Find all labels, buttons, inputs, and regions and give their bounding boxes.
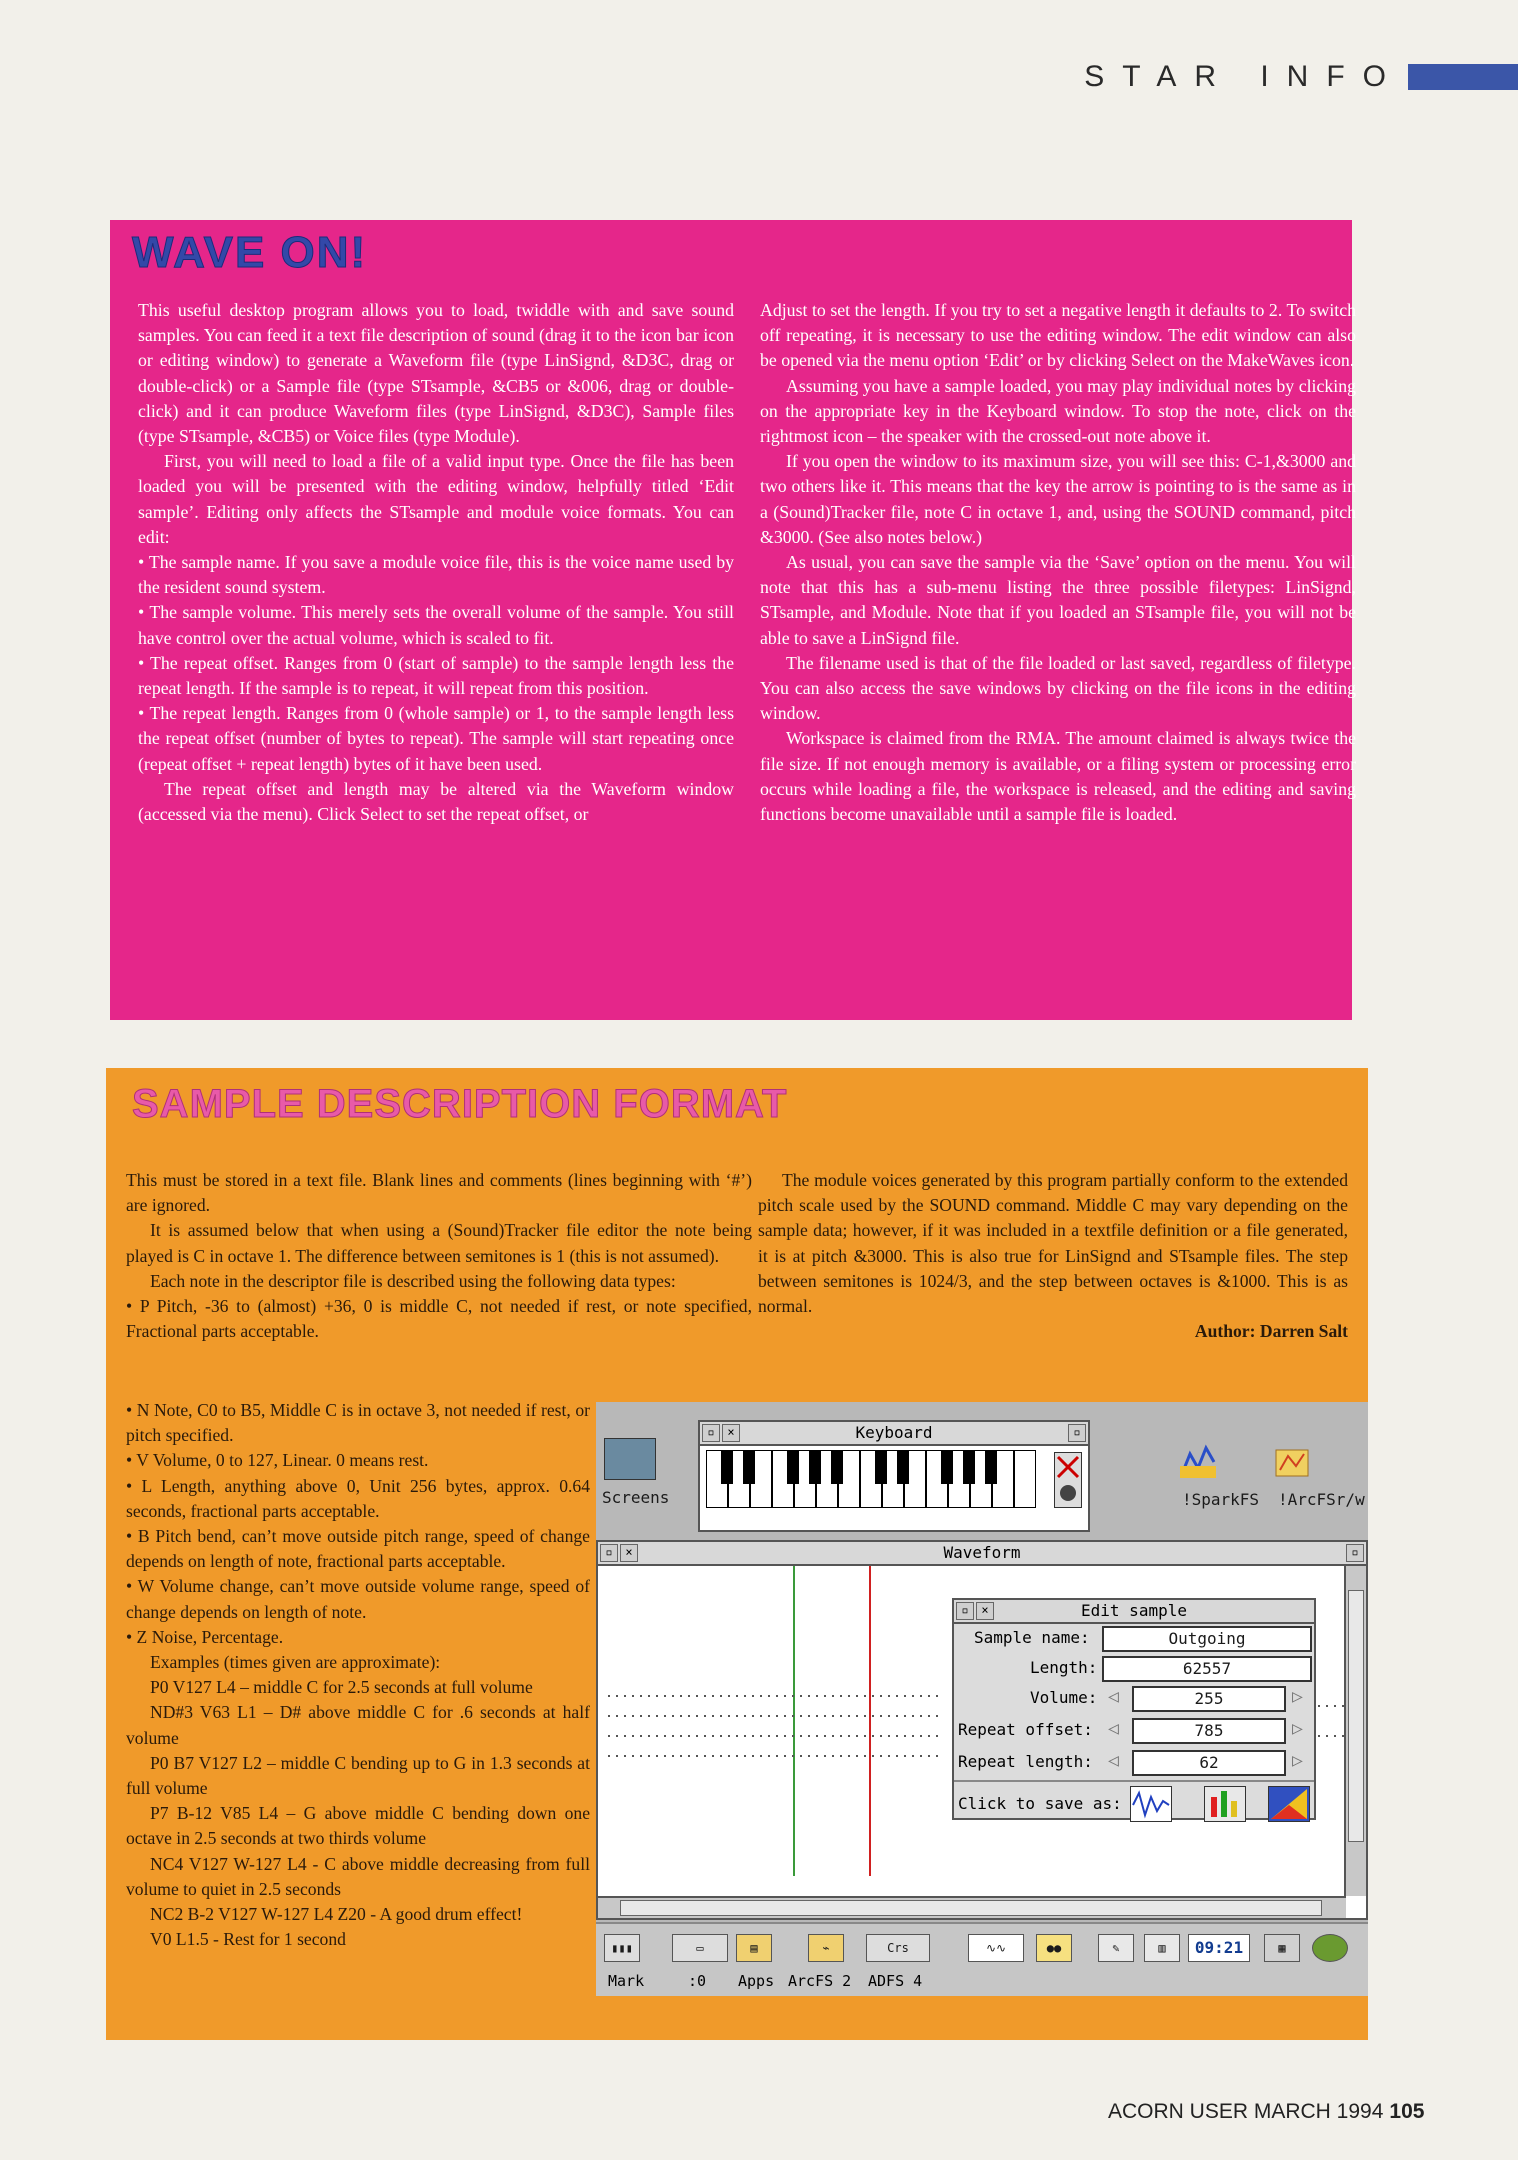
paragraph: First, you will need to load a file of a valid input type. Once the file has been loaded you will be presented with the editing window, helpfully titled ‘Edit sample’. Editing only affects the STsample and module voice formats. You can edit: xyxy=(138,451,734,547)
save-as-label: Click to save as: xyxy=(958,1794,1122,1813)
crs-label: Crs xyxy=(887,1941,909,1955)
length-field: 62557 xyxy=(1102,1656,1312,1682)
volume-field[interactable]: 255 xyxy=(1132,1686,1286,1712)
stsample-file-icon[interactable] xyxy=(1204,1786,1246,1822)
apps-label: Apps xyxy=(738,1972,775,1990)
paragraph: • The sample volume. This merely sets the overall volume of the sample. You still have control over the actual volume, which is scaled to fit. xyxy=(138,602,734,648)
paragraph: • The repeat length. Ranges from 0 (whole sample) or 1, to the sample length less the repeat offset (number of bytes to repeat). The sample will start repeating once (repeat offset + repeat length) bytes of it have been used. xyxy=(138,703,734,774)
back-icon[interactable]: ▫ xyxy=(600,1544,618,1562)
piano-black-key[interactable] xyxy=(963,1450,975,1484)
section-label: STAR INFO xyxy=(1084,60,1404,93)
mark-label: Mark xyxy=(608,1972,645,1990)
horizontal-scrollbar[interactable] xyxy=(598,1896,1346,1918)
paragraph: This useful desktop program allows you to load, twiddle with and save sound samples. You can feed it a text file description of sound (drag it to the icon bar icon or editing window) to generate a Waveform file (type LinSignd, &D3C, drag or double-click) or a Sample file (type STsample, &CB5 or &006, drag or double-click) and it can produce Waveform files (type LinSignd, &D3C), Sample files (type STsample, &CB5) or Voice files (type Module). xyxy=(138,300,734,447)
makewaves-icon[interactable]: ∿∿ xyxy=(968,1934,1024,1962)
edit-icon[interactable]: ✎ xyxy=(1098,1934,1134,1962)
paragraph: • B Pitch bend, can’t move outside pitch range, speed of change depends on length of note, fractional parts acceptable. xyxy=(126,1526,590,1572)
paragraph: • The repeat offset. Ranges from 0 (start of sample) to the sample length less the repeat length. If the sample is to repeat, it will repeat from this position. xyxy=(138,652,734,699)
paragraph: The module voices generated by this program partially conform to the extended pitch scale used by the SOUND command. Middle C may vary depending on the sample data; however, if it was included in a textfile definition or a file generated, it is at pitch &3000. This is also true for LinSignd and STsample files. The step between semitones is 1024/3, and the step between octaves is &1000. This is as normal. xyxy=(758,1170,1348,1317)
toggle-size-icon[interactable]: ▫ xyxy=(1068,1424,1086,1442)
arcfs-iconbar-icon[interactable]: ⌁ xyxy=(808,1934,844,1962)
paragraph: This must be stored in a text file. Blank lines and comments (lines beginning with ‘#’) are ignored. xyxy=(126,1170,752,1216)
section-accent-bar xyxy=(1408,64,1518,90)
wave-on-box xyxy=(110,220,1356,1020)
piano-black-key[interactable] xyxy=(985,1450,997,1484)
sample-format-title: SAMPLE DESCRIPTION FORMAT xyxy=(132,1082,788,1126)
keyboard-titlebar[interactable] xyxy=(700,1422,1088,1446)
paragraph: The repeat offset and length may be altered via the Waveform window (accessed via the menu). Click Select to set the repeat offset, or xyxy=(138,778,734,825)
back-icon[interactable]: ▫ xyxy=(702,1424,720,1442)
repeat-length-field[interactable]: 62 xyxy=(1132,1750,1286,1776)
piano-black-key[interactable] xyxy=(809,1450,821,1484)
linsignd-file-icon[interactable] xyxy=(1130,1786,1172,1822)
sample-left-top-column xyxy=(126,1168,752,1344)
piano-black-key[interactable] xyxy=(831,1450,843,1484)
length-label: Length: xyxy=(1030,1658,1098,1677)
paragraph: NC4 V127 W-127 L4 - C above middle decreasing from full volume to quiet in 2.5 seconds xyxy=(126,1853,590,1899)
acorn-icon[interactable] xyxy=(1312,1934,1348,1962)
apps-icon[interactable]: ▤ xyxy=(736,1934,772,1962)
close-icon[interactable]: × xyxy=(976,1602,994,1620)
piano-keys[interactable] xyxy=(706,1450,1036,1508)
keyboard-window[interactable] xyxy=(698,1420,1090,1532)
magazine-issue: ACORN USER MARCH 1994 xyxy=(1108,2100,1384,2123)
author-credit: Author: Darren Salt xyxy=(1194,1321,1348,1342)
sample-name-label: Sample name: xyxy=(974,1628,1090,1647)
paragraph: • W Volume change, can’t move outside volume range, speed of change depends on length of note. xyxy=(126,1576,590,1622)
paragraph: • The sample name. If you save a module voice file, this is the voice name used by the resident sound system. xyxy=(138,552,734,598)
waveform-titlebar[interactable] xyxy=(598,1542,1366,1566)
piano-black-key[interactable] xyxy=(897,1450,909,1484)
piano-white-key[interactable] xyxy=(1014,1450,1036,1508)
edit-sample-window[interactable] xyxy=(952,1598,1316,1820)
back-icon[interactable]: ▫ xyxy=(956,1602,974,1620)
paragraph: Examples (times given are approximate): xyxy=(150,1652,441,1673)
paragraph: Assuming you have a sample loaded, you may play individual notes by clicking on the appropriate key in the Keyboard window. To stop the note, click on the rightmost icon – the speaker with the crossed-out note above it. xyxy=(760,375,1356,447)
replen-decrease-arrow[interactable]: ◁ xyxy=(1108,1750,1119,1771)
paragraph: • P Pitch, -36 to (almost) +36, 0 is middle C, not needed if rest, or note specified, Fractional parts acceptable. xyxy=(126,1296,752,1342)
piano-black-key[interactable] xyxy=(941,1450,953,1484)
sample-right-column xyxy=(758,1168,1348,1344)
paragraph: • N Note, C0 to B5, Middle C is in octave 3, not needed if rest, or pitch specified. xyxy=(126,1400,590,1446)
paragraph: • Z Noise, Percentage. xyxy=(126,1626,284,1647)
module-file-icon[interactable] xyxy=(1268,1786,1310,1822)
screens-icon[interactable] xyxy=(604,1438,656,1480)
volume-label: Volume: xyxy=(1030,1688,1098,1707)
wave-on-title: WAVE ON! xyxy=(132,228,368,277)
vertical-scroll-thumb[interactable] xyxy=(1348,1590,1364,1842)
piano-black-key[interactable] xyxy=(743,1450,755,1484)
wave-right-column xyxy=(760,298,1356,827)
close-icon[interactable]: × xyxy=(722,1424,740,1442)
replen-increase-arrow[interactable]: ▷ xyxy=(1292,1750,1303,1771)
sample-name-field[interactable]: Outgoing xyxy=(1102,1626,1312,1652)
piano-black-key[interactable] xyxy=(875,1450,887,1484)
volume-decrease-arrow[interactable]: ◁ xyxy=(1108,1686,1119,1707)
icon-bar xyxy=(596,1922,1368,1996)
paragraph: It is assumed below that when using a (Sound)Tracker file editor the note being played is C in octave 1. The difference between semitones is 1 (this is not assumed). xyxy=(126,1220,752,1266)
adfs4-label: ADFS 4 xyxy=(868,1972,923,1990)
paragraph: Workspace is claimed from the RMA. The amount claimed is always twice the file size. If not enough memory is available, or a filing system or processing error occurs while loading a file, the workspace is released, and the editing and saving functions become unavailable until a sample file is loaded. xyxy=(760,728,1356,825)
page-footer xyxy=(1108,2100,1424,2124)
mark-icon[interactable]: ▮▮▮ xyxy=(604,1934,640,1962)
task-manager-icon[interactable]: ▥ xyxy=(1144,1934,1180,1962)
piano-black-key[interactable] xyxy=(787,1450,799,1484)
piano-black-key[interactable] xyxy=(721,1450,733,1484)
paragraph: Adjust to set the length. If you try to set a negative length it defaults to 2. To switch off repeating, it is necessary to use the editing window. The edit window can also be opened via the menu option ‘Edit’ or by clicking Select on the MakeWaves icon. xyxy=(760,300,1356,371)
repeat-offset-label: Repeat offset: xyxy=(958,1720,1093,1739)
offset-increase-arrow[interactable]: ▷ xyxy=(1292,1718,1303,1739)
riscos-screenshot xyxy=(596,1402,1368,1996)
paragraph: • V Volume, 0 to 127, Linear. 0 means rest. xyxy=(126,1450,429,1471)
page-number: 105 xyxy=(1389,2100,1425,2123)
paragraph: ND#3 V63 L1 – D# above middle C for .6 seconds at half volume xyxy=(126,1702,590,1748)
waveform-title: Waveform xyxy=(943,1543,1021,1562)
adfs-icon[interactable] xyxy=(866,1934,930,1962)
repeat-length-label: Repeat length: xyxy=(958,1752,1093,1771)
paragraph: P7 B-12 V85 L4 – G above middle C bending down one octave in 2.5 seconds at two thirds volume xyxy=(126,1803,590,1849)
display-icon[interactable]: ▦ xyxy=(1264,1934,1300,1962)
edit-sample-title: Edit sample xyxy=(1081,1601,1187,1620)
arcfs-icon[interactable] xyxy=(1272,1442,1312,1480)
wave-left-column xyxy=(138,298,734,827)
arcfs2-label: ArcFS 2 xyxy=(788,1972,852,1990)
edit-sample-titlebar[interactable] xyxy=(954,1600,1314,1624)
paragraph: • L Length, anything above 0, Unit 256 bytes, approx. 0.64 seconds, fractional parts acceptable. xyxy=(126,1475,590,1521)
paragraph: As usual, you can save the sample via the ‘Save’ option on the menu. You will note that this has a sub-menu listing the three possible filetypes: LinSignd, STsample, and Module. Note that if you loaded an STsample file, you will not be able to save a LinSignd file. xyxy=(760,552,1356,648)
sample-left-narrow-column xyxy=(126,1398,590,1952)
keyboard-title: Keyboard xyxy=(855,1423,933,1442)
ram-disc-icon[interactable]: ▭ xyxy=(672,1934,728,1962)
paragraph: If you open the window to its maximum size, you will see this: C-1,&3000 and two others like it. This means that the key the arrow is pointing to is the same as in a (Sound)Tracker file, note C in octave 1, and, using the SOUND command, pitch &3000. (See also notes below.) xyxy=(760,451,1356,547)
repeat-offset-field[interactable]: 785 xyxy=(1132,1718,1286,1744)
paragraph: NC2 B-2 V127 W-127 L4 Z20 - A good drum effect! xyxy=(150,1904,523,1925)
horizontal-scroll-thumb[interactable] xyxy=(620,1900,1322,1916)
ram-disc-label: :0 xyxy=(688,1972,707,1990)
toggle-size-icon[interactable]: ▫ xyxy=(1346,1544,1364,1562)
sparkfs-label: !SparkFS xyxy=(1182,1490,1260,1509)
clock-icon[interactable]: 09:21 xyxy=(1188,1934,1250,1962)
close-icon[interactable]: × xyxy=(620,1544,638,1562)
paragraph: P0 V127 L4 – middle C for 2.5 seconds at full volume xyxy=(150,1677,533,1698)
sparkfs-icon[interactable] xyxy=(1178,1442,1218,1480)
palette-icon[interactable]: ●● xyxy=(1036,1934,1072,1962)
vertical-scrollbar[interactable] xyxy=(1344,1566,1366,1896)
offset-decrease-arrow[interactable]: ◁ xyxy=(1108,1718,1119,1739)
volume-increase-arrow[interactable]: ▷ xyxy=(1292,1686,1303,1707)
paragraph: V0 L1.5 - Rest for 1 second xyxy=(150,1929,346,1950)
paragraph: The filename used is that of the file loaded or last saved, regardless of filetype. You can also access the save windows by clicking on the file icons in the editing window. xyxy=(760,652,1356,724)
section-header xyxy=(1084,60,1518,94)
screens-label: Screens xyxy=(602,1488,670,1507)
paragraph: Each note in the descriptor file is described using the following data types: xyxy=(150,1270,676,1291)
paragraph: P0 B7 V127 L2 – middle C bending up to G in 1.3 seconds at full volume xyxy=(126,1752,590,1799)
arcfsrw-label: !ArcFSr/w xyxy=(1278,1490,1365,1509)
stop-note-icon[interactable] xyxy=(1054,1452,1082,1508)
